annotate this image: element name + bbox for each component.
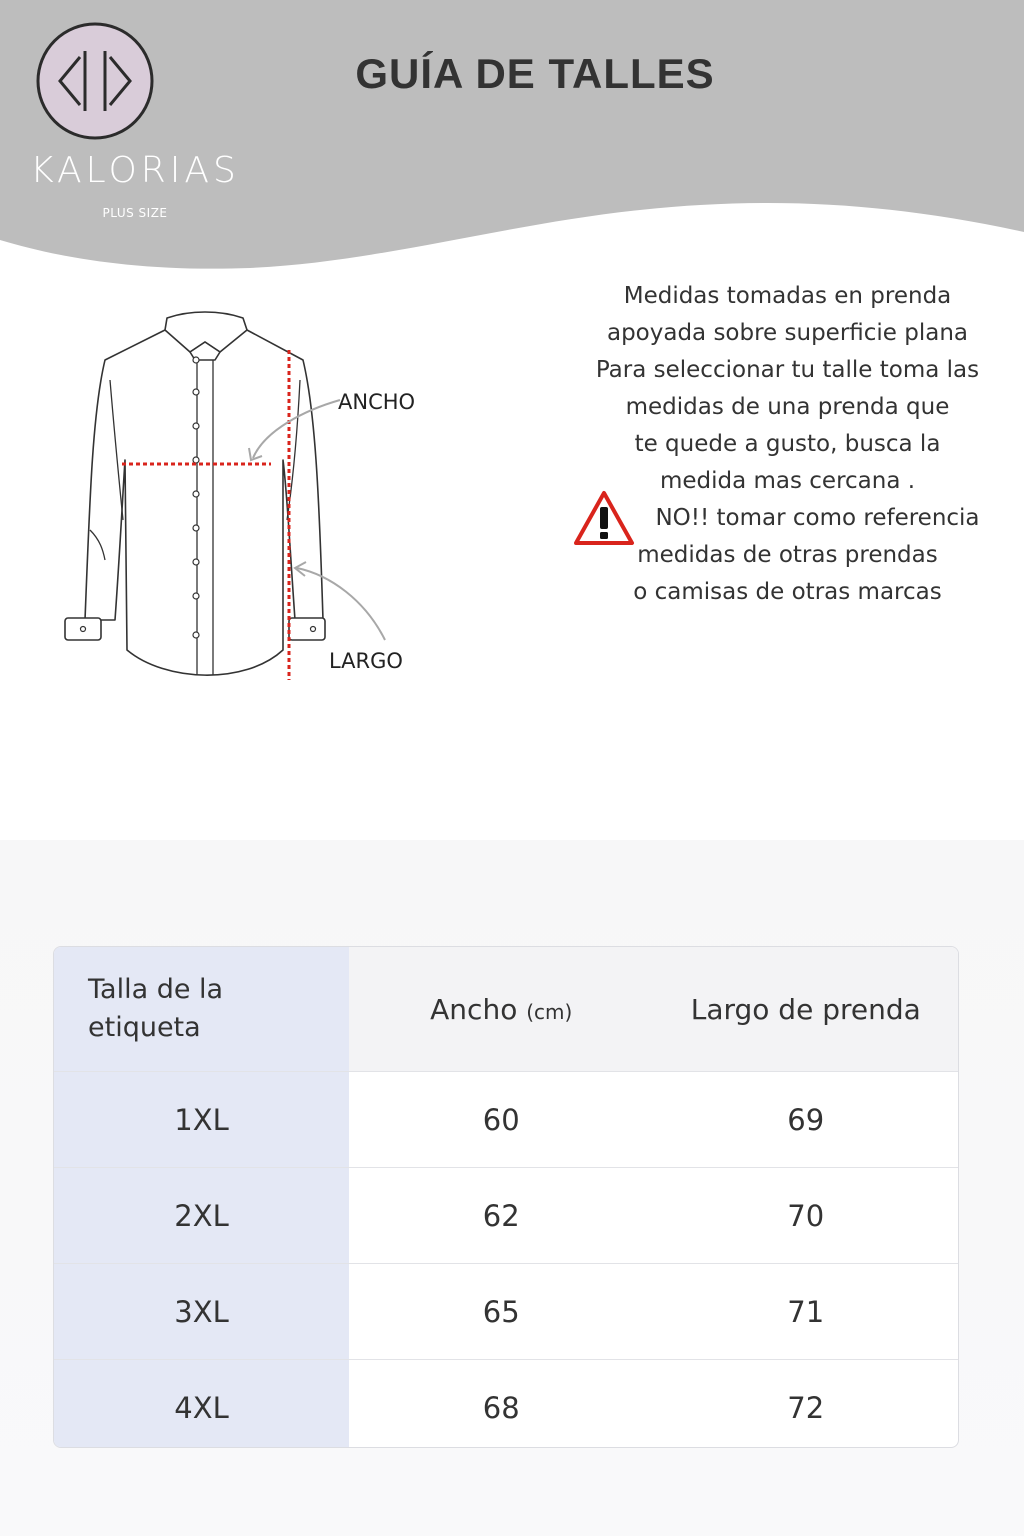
width-cell: 65 [349,1264,654,1360]
warning-line: o camisas de otras marcas [633,579,942,605]
length-cell: 72 [654,1360,959,1449]
size-cell: 1XL [54,1072,349,1168]
length-cell: 69 [654,1072,959,1168]
table-row [54,1072,958,1168]
width-cell: 62 [349,1168,654,1264]
width-cell: 60 [349,1072,654,1168]
length-column-header: Largo de prenda [654,947,959,1072]
size-cell: 3XL [54,1264,349,1360]
instruction-line: medida mas cercana . [659,468,916,494]
size-table [53,946,959,1448]
instruction-line: te quede a gusto, busca la [634,431,941,457]
width-label: ANCHO [338,390,416,414]
measurement-instructions [560,278,1015,611]
table-row [54,1168,958,1264]
shirt-diagram [15,290,435,695]
size-cell: 2XL [54,1168,349,1264]
size-header-line2: etiqueta [88,1012,201,1043]
instruction-line: apoyada sobre superficie plana [606,320,969,346]
warning-line: medidas de otras prendas [637,542,938,568]
warning-triangle-icon [572,489,636,547]
width-column-header [349,947,654,1072]
instruction-line: Para seleccionar tu talle toma las [595,357,980,383]
width-header-label: Ancho [430,992,518,1026]
brand-tagline: PLUS SIZE [102,206,168,220]
logo-mark-icon [35,21,155,141]
brand-logo [20,18,250,218]
instruction-line: medidas de una prenda que [625,394,950,420]
table-header-row [54,947,958,1072]
table-row [54,1264,958,1360]
width-cell: 68 [349,1360,654,1449]
width-header-unit: (cm) [526,999,573,1024]
length-cell: 71 [654,1264,959,1360]
warning-line: NO!! tomar como referencia [655,505,980,531]
size-cell: 4XL [54,1360,349,1449]
page-title: GUÍA DE TALLES [355,50,715,97]
length-cell: 70 [654,1168,959,1264]
instruction-line: Medidas tomadas en prenda [623,283,952,309]
brand-name: KALORIAS [30,150,240,191]
size-header-line1: Talla de la [88,974,224,1005]
length-label: LARGO [329,649,403,673]
table-row [54,1360,958,1449]
size-column-header [54,947,349,1072]
